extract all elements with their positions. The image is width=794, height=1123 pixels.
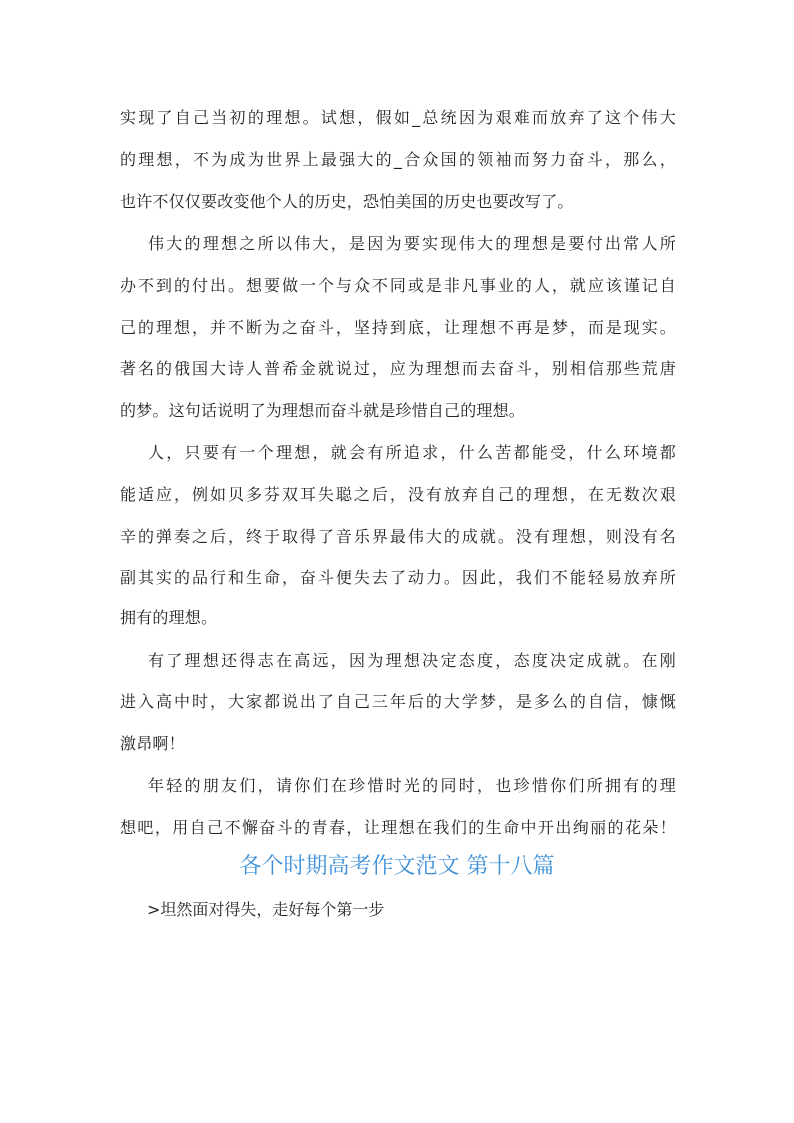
paragraph-line: 著名的俄国大诗人普希金就说过，应为理想而去奋斗，别相信那些荒唐 bbox=[120, 359, 676, 378]
paragraph-line: 激昂啊！ bbox=[120, 734, 185, 753]
paragraph-line: 伟大的理想之所以伟大，是因为要实现伟大的理想是要付出常人所 bbox=[148, 234, 676, 253]
section-heading: 各个时期高考作文范文 第十八篇 bbox=[239, 854, 555, 879]
section-subheading: >坦然面对得失，走好每个第一步 bbox=[147, 900, 385, 919]
paragraph-line: 办不到的付出。想要做一个与众不同或是非凡事业的人，就应该谨记自 bbox=[120, 276, 676, 295]
paragraph-line: 的梦。这句话说明了为理想而奋斗就是珍惜自己的理想。 bbox=[120, 401, 526, 420]
paragraph-line: 有了理想还得志在高远，因为理想决定态度，态度决定成就。在刚 bbox=[148, 651, 676, 670]
paragraph-line: 能适应，例如贝多芬双耳失聪之后，没有放弃自己的理想，在无数次艰 bbox=[120, 485, 676, 504]
paragraph-line: 想吧，用自己不懈奋斗的青春，让理想在我们的生命中开出绚丽的花朵！ bbox=[120, 818, 676, 837]
paragraph-line: 实现了自己当初的理想。试想，假如_总统因为艰难而放弃了这个伟大 bbox=[120, 108, 676, 127]
paragraph-line: 副其实的品行和生命，奋斗便失去了动力。因此，我们不能轻易放弃所 bbox=[120, 568, 676, 587]
paragraph-line: 进入高中时，大家都说出了自己三年后的大学梦，是多么的自信，慷慨 bbox=[120, 692, 676, 711]
paragraph-line: 年轻的朋友们，请你们在珍惜时光的同时，也珍惜你们所拥有的理 bbox=[148, 776, 676, 795]
paragraph-line: 己的理想，并不断为之奋斗，坚持到底，让理想不再是梦，而是现实。 bbox=[120, 318, 676, 337]
paragraph-line: 人，只要有一个理想，就会有所追求，什么苦都能受，什么环境都 bbox=[148, 443, 676, 462]
paragraph-line: 的理想，不为成为世界上最强大的_合众国的领袖而努力奋斗，那么， bbox=[120, 150, 676, 169]
paragraph-line: 辛的弹奏之后，终于取得了音乐界最伟大的成就。没有理想，则没有名 bbox=[120, 527, 676, 546]
paragraph-line: 拥有的理想。 bbox=[120, 608, 218, 627]
paragraph-line: 也许不仅仅要改变他个人的历史，恐怕美国的历史也要改写了。 bbox=[120, 192, 574, 211]
